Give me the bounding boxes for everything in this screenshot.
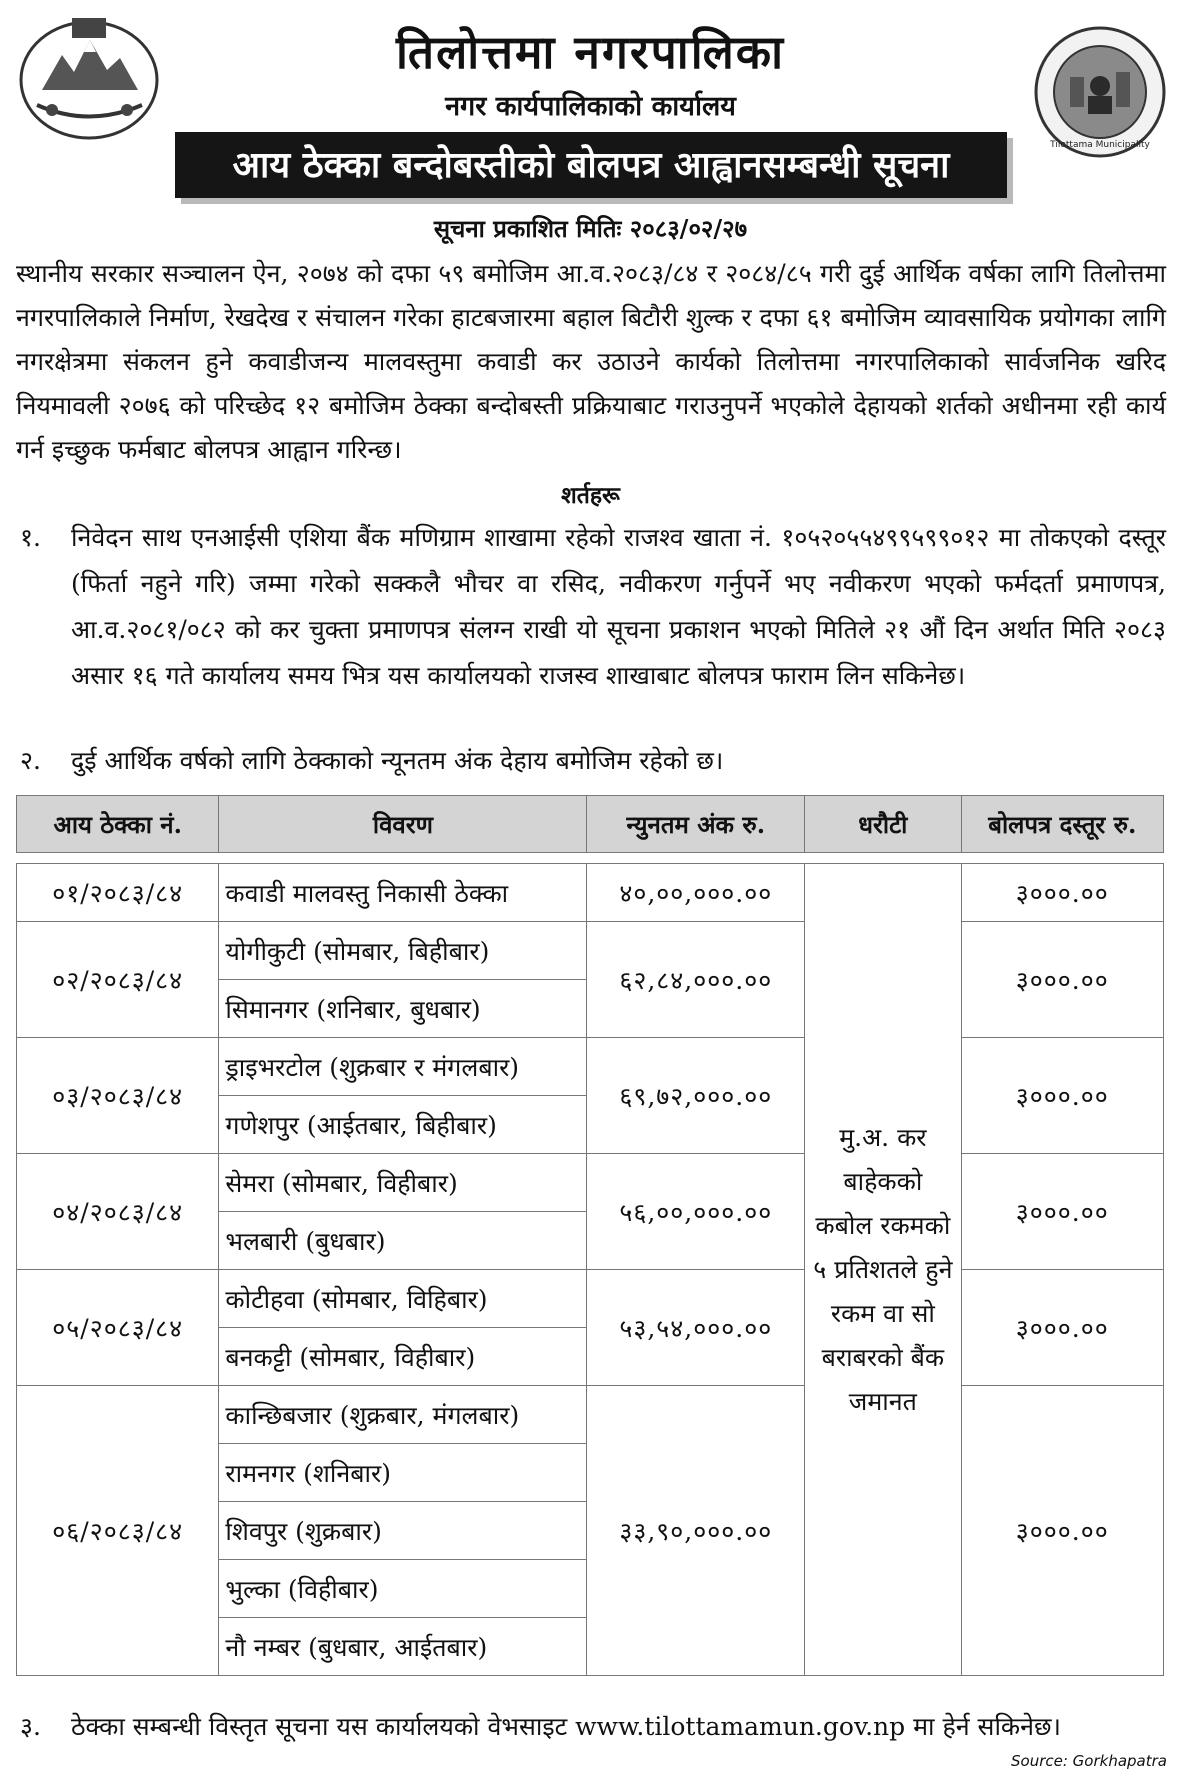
table-row — [17, 922, 1164, 980]
tender-item: ड्राइभरटोल (शुक्रबार र मंगलबार) — [219, 1038, 587, 1096]
tender-item: कान्छिबजार (शुक्रबार, मंगलबार) — [219, 1386, 587, 1444]
tender-item: कवाडी मालवस्तु निकासी ठेक्का — [219, 864, 587, 922]
tender-item: नौ नम्बर (बुधबार, आईतबार) — [219, 1618, 587, 1676]
tender-amount: ३३,९०,०००.०० — [587, 1386, 805, 1676]
tender-table — [16, 795, 1164, 1676]
deposit-terms: मु.अ. कर बाहेकको कबोल रकमको ५ प्रतिशतले हुने रकम वा सो बराबरको बैंक जमानत — [805, 864, 961, 1676]
table-row — [17, 1154, 1164, 1212]
tender-item: योगीकुटी (सोमबार, बिहीबार) — [219, 922, 587, 980]
tender-item: सिमानगर (शनिबार, बुधबार) — [219, 980, 587, 1038]
tender-item: कोटीहवा (सोमबार, विहिबार) — [219, 1270, 587, 1328]
table-spacer — [17, 853, 1164, 864]
tender-item: गणेशपुर (आईतबार, बिहीबार) — [219, 1096, 587, 1154]
tender-no: ०१/२०८३/८४ — [17, 864, 219, 922]
tender-amount: ६९,७२,०००.०० — [587, 1038, 805, 1154]
intro-paragraph: स्थानीय सरकार सञ्चालन ऐन, २०७४ को दफा ५९ बमोजिम आ.व.२०८३/८४ र २०८४/८५ गरी दुई आर्थिक वर्षका लागि तिलोत्तमा नगरपालिकाले निर्माण, रेखदेख र संचालन गरेका हाटबजारमा बहाल बिटौरी शुल्क र दफा ६१ बमोजिम व्यावसायिक प्रयोगका लागि नगरक्षेत्रमा संकलन हुने कवाडीजन्य मालवस्तुमा कवाडी कर उठाउने कार्यको तिलोत्तमा नगरपालिकाको सार्वजनिक खरिद नियमावली २०७६ को परिच्छेद १२ बमोजिम ठेक्का बन्दोबस्ती प्रक्रियाबाट गराउनुपर्ने भएकोले देहायको शर्तको अधीनमा रही कार्य गर्न इच्छुक फर्मबाट बोलपत्र आह्वान गरिन्छ। — [16, 259, 1166, 464]
table-header-row — [17, 796, 1164, 853]
condition-text: ठेक्का सम्बन्धी विस्तृत सूचना यस कार्यालयको वेभसाइट www.tilottamamun.gov.np मा हेर्न सकिनेछ। — [71, 1712, 1062, 1741]
condition-1 — [16, 515, 1166, 699]
tender-fee: ३०००.०० — [961, 1038, 1163, 1154]
source-credit: Source: Gorkhapatra — [1011, 1752, 1167, 1770]
notice-banner: आय ठेक्का बन्दोबस्तीको बोलपत्र आह्वानसम्बन्धी सूचना — [175, 132, 1007, 198]
tender-item: बनकट्टी (सोमबार, विहीबार) — [219, 1328, 587, 1386]
tender-fee: ३०००.०० — [961, 1154, 1163, 1270]
table-row — [17, 1038, 1164, 1096]
header-deposit: धरौटी — [805, 796, 961, 853]
header-description: विवरण — [219, 796, 587, 853]
tender-amount: ४०,००,०००.०० — [587, 864, 805, 922]
table-row — [17, 1386, 1164, 1444]
condition-number: २. — [20, 746, 41, 775]
header-fee: बोलपत्र दस्तूर रु. — [961, 796, 1163, 853]
tender-fee: ३०००.०० — [961, 864, 1163, 922]
tender-no: ०४/२०८३/८४ — [17, 1154, 219, 1270]
published-date: सूचना प्रकाशित मितिः २०८३/०२/२७ — [433, 214, 748, 243]
condition-text: दुई आर्थिक वर्षको लागि ठेक्काको न्यूनतम अंक देहाय बमोजिम रहेको छ। — [71, 746, 724, 775]
header-min-amount: न्युनतम अंक रु. — [587, 796, 805, 853]
tender-amount: ५६,००,०००.०० — [587, 1154, 805, 1270]
tender-no: ०२/२०८३/८४ — [17, 922, 219, 1038]
svg-text:Tilottama Municipality: Tilottama Municipality — [1050, 140, 1150, 150]
tender-item: शिवपुर (शुक्रबार) — [219, 1502, 587, 1560]
tender-item: रामनगर (शनिबार) — [219, 1444, 587, 1502]
tender-no: ०६/२०८३/८४ — [17, 1386, 219, 1676]
tender-fee: ३०००.०० — [961, 1386, 1163, 1676]
condition-2 — [16, 738, 1166, 784]
condition-number: ३. — [20, 1712, 41, 1741]
table-row — [17, 864, 1164, 922]
tender-fee: ३०००.०० — [961, 922, 1163, 1038]
tender-fee: ३०००.०० — [961, 1270, 1163, 1386]
office-subtitle: नगर कार्यपालिकाको कार्यालय — [445, 91, 736, 122]
table-row — [17, 1270, 1164, 1328]
municipality-title: तिलोत्तमा नगरपालिका — [395, 25, 786, 79]
tender-no: ०३/२०८३/८४ — [17, 1038, 219, 1154]
tender-amount: ६२,८४,०००.०० — [587, 922, 805, 1038]
tender-amount: ५३,५४,०००.०० — [587, 1270, 805, 1386]
tender-item: सेमरा (सोमबार, विहीबार) — [219, 1154, 587, 1212]
tender-no: ०५/२०८३/८४ — [17, 1270, 219, 1386]
header-tender-no: आय ठेक्का नं. — [17, 796, 219, 853]
condition-text: निवेदन साथ एनआईसी एशिया बैंक मणिग्राम शाखामा रहेको राजश्व खाता नं. १०५२०५५४९९५९९०१२ मा तोकएको दस्तूर (फिर्ता नहुने गरि) जम्मा गरेको सक्कलै भौचर वा रसिद, नवीकरण गर्नुपर्ने भए नवीकरण भएको फर्मदर्ता प्रमाणपत्र, आ.व.२०८१/०८२ को कर चुक्ता प्रमाणपत्र संलग्न राखी यो सूचना प्रकाशन भएको मितिले २१ औं दिन अर्थात मिति २०८३ असार १६ गते कार्यालय समय भित्र यस कार्यालयको राजस्व शाखाबाट बोलपत्र फाराम लिन सकिनेछ। — [71, 523, 1166, 690]
condition-3 — [16, 1704, 1166, 1750]
conditions-heading: शर्तहरू — [561, 482, 620, 509]
tender-item: भुल्का (विहीबार) — [219, 1560, 587, 1618]
tender-item: भलबारी (बुधबार) — [219, 1212, 587, 1270]
condition-number: १. — [20, 523, 41, 552]
